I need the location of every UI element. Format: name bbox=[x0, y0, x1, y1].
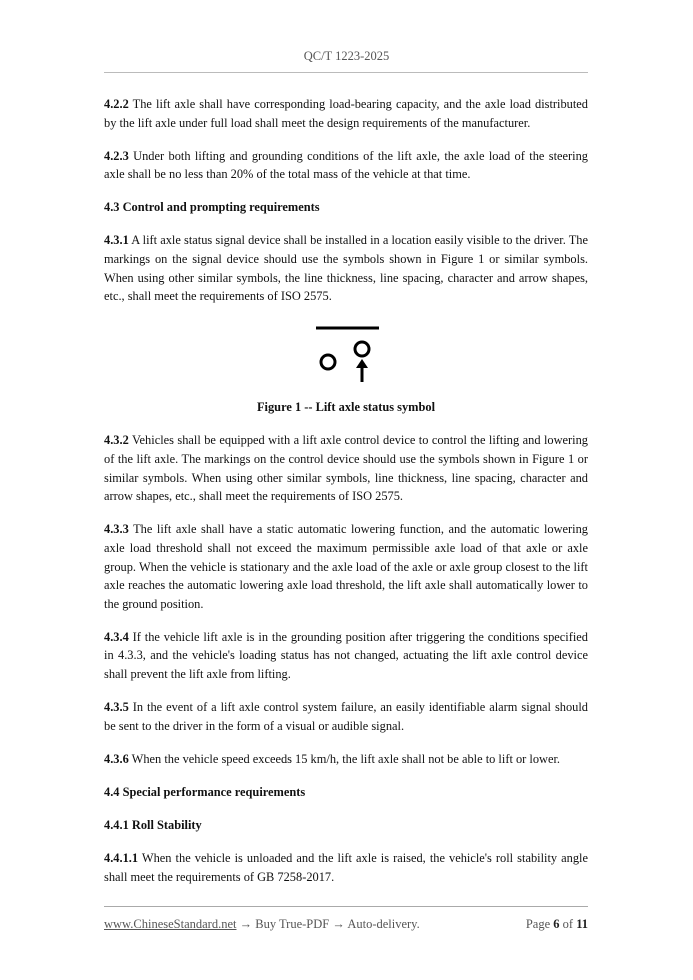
clause-4-4-1-1 bbox=[104, 849, 588, 886]
page-number bbox=[526, 917, 588, 932]
clause-4-2-3 bbox=[104, 147, 588, 184]
clause-number: 4.3.3 bbox=[104, 522, 129, 537]
delivery-text: Auto-delivery. bbox=[347, 917, 420, 931]
clause-number: 4.4.1.1 bbox=[104, 851, 139, 866]
clause-4-3-3 bbox=[104, 520, 588, 613]
footer-rule bbox=[104, 906, 588, 907]
clause-number: 4.2.3 bbox=[104, 148, 129, 163]
clause-number: 4.3.1 bbox=[104, 233, 129, 248]
section-heading-4-4: 4.4 Special performance requirements bbox=[104, 784, 306, 799]
section-heading-4-3: 4.3 Control and prompting requirements bbox=[104, 200, 320, 215]
clause-number: 4.3.2 bbox=[104, 433, 129, 448]
section-heading-4-4-1: 4.4.1 Roll Stability bbox=[104, 817, 202, 832]
clause-4-3-4 bbox=[104, 628, 588, 684]
website-link[interactable]: www.ChineseStandard.net bbox=[104, 917, 237, 931]
clause-text: When the vehicle speed exceeds 15 km/h, the lift axle shall not be able to lift or lower. bbox=[128, 751, 561, 766]
clause-text: The lift axle shall have corresponding load-bearing capacity, and the axle load distributed by the lift axle under full load shall meet the design requirements of the manufacturer. bbox=[104, 97, 588, 130]
clause-4-3-2 bbox=[104, 431, 588, 505]
of-label: of bbox=[559, 917, 577, 931]
figure-caption: Figure 1 -- Lift axle status symbol bbox=[256, 400, 436, 415]
header-rule bbox=[104, 72, 588, 73]
clause-text: If the vehicle lift axle is in the grounding position after triggering the conditions specified in 4.3.3, and the vehicle's loading status has not changed, actuating the lift axle control device shall prevent the lift axle from lifting. bbox=[104, 629, 588, 681]
clause-4-2-2 bbox=[104, 95, 588, 132]
clause-text: The lift axle shall have a static automatic lowering function, and the automatic lowering axle load threshold shall not exceed the maximum permissible axle load of that axle or axle group. When the vehicle is stationary and the axle load of the axle or axle group closest to the lift axle reaches the automatic lowering axle load threshold, the lift axle shall automatically lower to the ground position. bbox=[104, 522, 588, 611]
clause-4-3-6 bbox=[104, 750, 588, 769]
clause-number: 4.2.2 bbox=[104, 97, 129, 111]
page-footer bbox=[104, 917, 588, 932]
lift-axle-status-symbol-icon bbox=[312, 320, 380, 384]
clause-number: 4.3.4 bbox=[104, 629, 129, 644]
clause-text: Vehicles shall be equipped with a lift axle control device to control the lifting and lowering of the lift axle. The markings on the control device should use the symbols shown in Figure 1 or similar symbols. When using other similar symbols, line thickness, line spacing, character and arrow shapes, etc., shall meet the requirements of ISO 2575. bbox=[104, 433, 588, 504]
clause-text: When the vehicle is unloaded and the lift axle is raised, the vehicle's roll stability angle shall meet the requirements of GB 7258-2017. bbox=[104, 851, 588, 884]
clause-text: In the event of a lift axle control system failure, an easily identifiable alarm signal should be sent to the driver in the form of a visual or audible signal. bbox=[104, 700, 588, 733]
page-header: QC/T 1223-2025 bbox=[303, 49, 390, 63]
clause-number: 4.3.5 bbox=[104, 700, 129, 715]
arrow-icon: → bbox=[236, 917, 256, 931]
document-body bbox=[104, 95, 588, 901]
buy-text: Buy True-PDF bbox=[255, 917, 330, 931]
clause-4-3-1 bbox=[104, 231, 588, 305]
clause-4-3-5 bbox=[104, 698, 588, 735]
clause-text: A lift axle status signal device shall be installed in a location easily visible to the driver. The markings on the signal device should use the symbols shown in Figure 1 or similar symbols. When using other similar symbols, the line thickness, line spacing, character and arrow shapes, etc., shall meet the requirements of ISO 2575. bbox=[104, 233, 588, 304]
total-pages: 11 bbox=[576, 917, 588, 931]
current-page: 6 bbox=[553, 917, 560, 931]
page-label: Page bbox=[525, 917, 554, 931]
clause-number: 4.3.6 bbox=[104, 751, 129, 766]
clause-text: Under both lifting and grounding conditions of the lift axle, the axle load of the steering axle shall be no less than 20% of the total mass of the vehicle at that time. bbox=[104, 148, 588, 182]
figure-1 bbox=[104, 320, 588, 390]
arrow-icon: → bbox=[329, 917, 348, 931]
